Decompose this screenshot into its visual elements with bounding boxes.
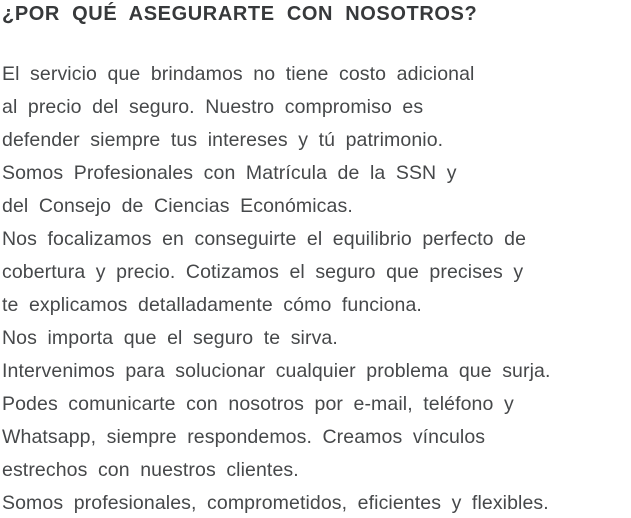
body-line: Nos focalizamos en conseguirte el equilibrio perfecto de xyxy=(2,228,527,250)
body-line: te explicamos detalladamente cómo funciona. xyxy=(2,294,422,316)
body-line: Intervenimos para solucionar cualquier problema que surja. xyxy=(2,360,551,382)
body-line: El servicio que brindamos no tiene costo adicional xyxy=(2,63,475,85)
body-line: defender siempre tus intereses y tú patrimonio. xyxy=(2,129,444,151)
body-line: cobertura y precio. Cotizamos el seguro que precises y xyxy=(2,261,524,283)
section-body xyxy=(2,58,631,518)
body-line: Somos Profesionales con Matrícula de la SSN y xyxy=(2,162,457,184)
body-line: Somos profesionales, comprometidos, eficientes y flexibles. xyxy=(2,492,549,514)
section-title: ¿POR QUÉ ASEGURARTE CON NOSOTROS? xyxy=(2,3,478,25)
body-line: Nos importa que el seguro te sirva. xyxy=(2,327,338,349)
body-line: Whatsapp, siempre respondemos. Creamos vínculos xyxy=(2,426,486,448)
body-line: Podes comunicarte con nosotros por e-mail, teléfono y xyxy=(2,393,514,415)
body-line: estrechos con nuestros clientes. xyxy=(2,459,299,481)
body-line: del Consejo de Ciencias Económicas. xyxy=(2,195,353,217)
body-line: al precio del seguro. Nuestro compromiso es xyxy=(2,96,424,118)
